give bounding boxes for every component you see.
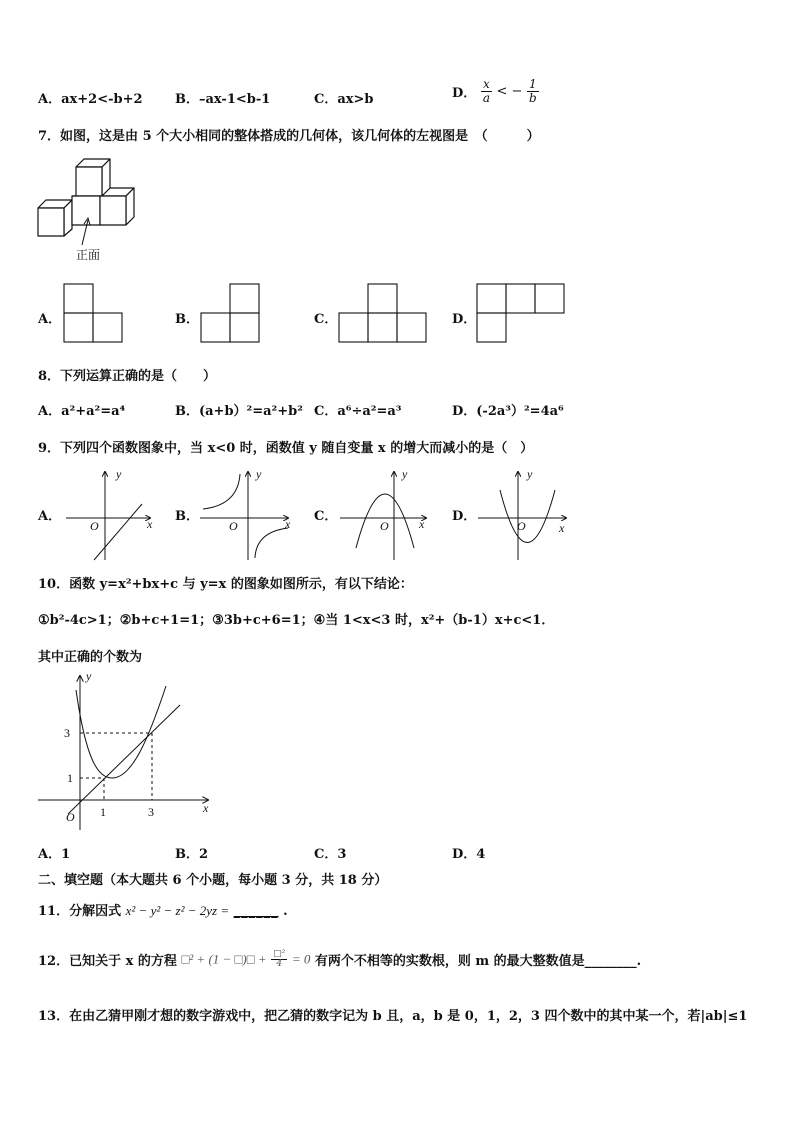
q8-option-a: A．a²+a²=a⁴ [38, 404, 126, 419]
q8-stem: 8．下列运算正确的是（ ） [38, 369, 217, 384]
q8-option-d: D．(-2a³）²=4a⁶ [452, 404, 564, 419]
q7-option-c: C． [314, 312, 338, 327]
q7-option-d: D． [452, 312, 477, 327]
q10-tick-y3: 3 [64, 726, 70, 740]
q10-x-label: x [203, 801, 209, 815]
q9-option-a: A． [38, 509, 62, 524]
q12-equation-a: □² + (1 − □)□ + [181, 951, 267, 967]
q7-stem: 7．如图，这是由 5 个大小相同的整体搭成的几何体，该几何体的左视图是 （ ） [38, 129, 540, 144]
q6-option-a: A．ax+2<-b+2 [38, 92, 143, 107]
q11 [38, 900, 288, 919]
q11-prefix: 11．分解因式 [38, 904, 122, 919]
q7-option-b: B． [175, 312, 199, 327]
q6-option-c: C．ax>b [314, 92, 374, 107]
q9-stem: 9．下列四个函数图象中，当 x<0 时，函数值 y 随自变量 x 的增大而减小的是（ ） [38, 441, 534, 456]
q11-expression: x² − y² − z² − 2yz = [125, 903, 230, 918]
q10-y-label: y [86, 669, 92, 683]
q10-tick-y1: 1 [67, 771, 73, 785]
q12-equation-b: = 0 [291, 951, 311, 967]
q9-d-x-label: x [559, 521, 565, 535]
q10-line-y-eq-x [68, 705, 180, 814]
q12-suffix: 有两个不相等的实数根，则 m 的最大整数值是________. [314, 954, 642, 969]
q9-d-origin: O [517, 519, 526, 533]
q9-c-origin: O [380, 519, 389, 533]
q9-b-origin: O [229, 519, 238, 533]
q12-prefix: 12．已知关于 x 的方程 [38, 954, 177, 969]
q6-option-d-label: D． [452, 86, 477, 101]
q10-origin: O [66, 810, 75, 824]
q10-option-c: C．3 [314, 847, 347, 862]
q9-d-y-label: y [527, 467, 533, 481]
q10-tick-x1: 1 [100, 805, 106, 819]
q11-answer-blank[interactable]: ______ [233, 904, 279, 919]
q6-option-b: B．–ax-1<b-1 [175, 92, 271, 107]
q6-d-operator: < − [496, 84, 523, 99]
q9-c-x-label: x [419, 517, 425, 531]
section-2-heading: 二、填空题（本大题共 6 个小题，每小题 3 分，共 18 分） [38, 873, 388, 888]
q10-option-d: D．4 [452, 847, 486, 862]
q12 [38, 950, 641, 969]
q9-a-y-label: y [116, 467, 122, 481]
q9-a-x-label: x [147, 517, 153, 531]
q7-option-a: A． [38, 312, 62, 327]
q13-text: 13．在由乙猜甲刚才想的数字游戏中，把乙猜的数字记为 b 且，a，b 是 0，1，2，3 四个数中的其中某一个，若|ab|≤1 [38, 1009, 748, 1024]
q10-conclusions: ①b²-4c>1；②b+c+1=1；③3b+c+6=1；④当 1<x<3 时，x²+（b-1）x+c<1． [38, 613, 555, 628]
q11-suffix: . [283, 904, 288, 919]
q10-ask: 其中正确的个数为 [38, 650, 143, 665]
q8-option-b: B．(a+b）²=a²+b² [175, 404, 303, 419]
q6-d-fraction-right: $\frac{1}{b}$ [528, 77, 537, 105]
q12-fraction: $\frac{\text{□²}}{4}$ [273, 949, 286, 969]
q9-c-y-label: y [402, 467, 408, 481]
q10-option-b: B．2 [175, 847, 209, 862]
q9-option-b: B． [175, 509, 199, 524]
q9-b-x-label: x [285, 517, 291, 531]
q9-option-c: C． [314, 509, 338, 524]
q10-tick-x3: 3 [148, 805, 154, 819]
q6-d-fraction-left: $\frac{x}{a}$ [482, 77, 490, 105]
q7-front-label: 正面 [76, 248, 101, 262]
q8-option-c: C．a⁶÷a²=a³ [314, 404, 402, 419]
q9-option-d: D． [452, 509, 477, 524]
q9-a-origin: O [90, 519, 99, 533]
q9-b-y-label: y [256, 467, 262, 481]
q10-option-a: A．1 [38, 847, 71, 862]
q10-stem: 10．函数 y=x²+bx+c 与 y=x 的图象如图所示，有以下结论： [38, 577, 413, 592]
